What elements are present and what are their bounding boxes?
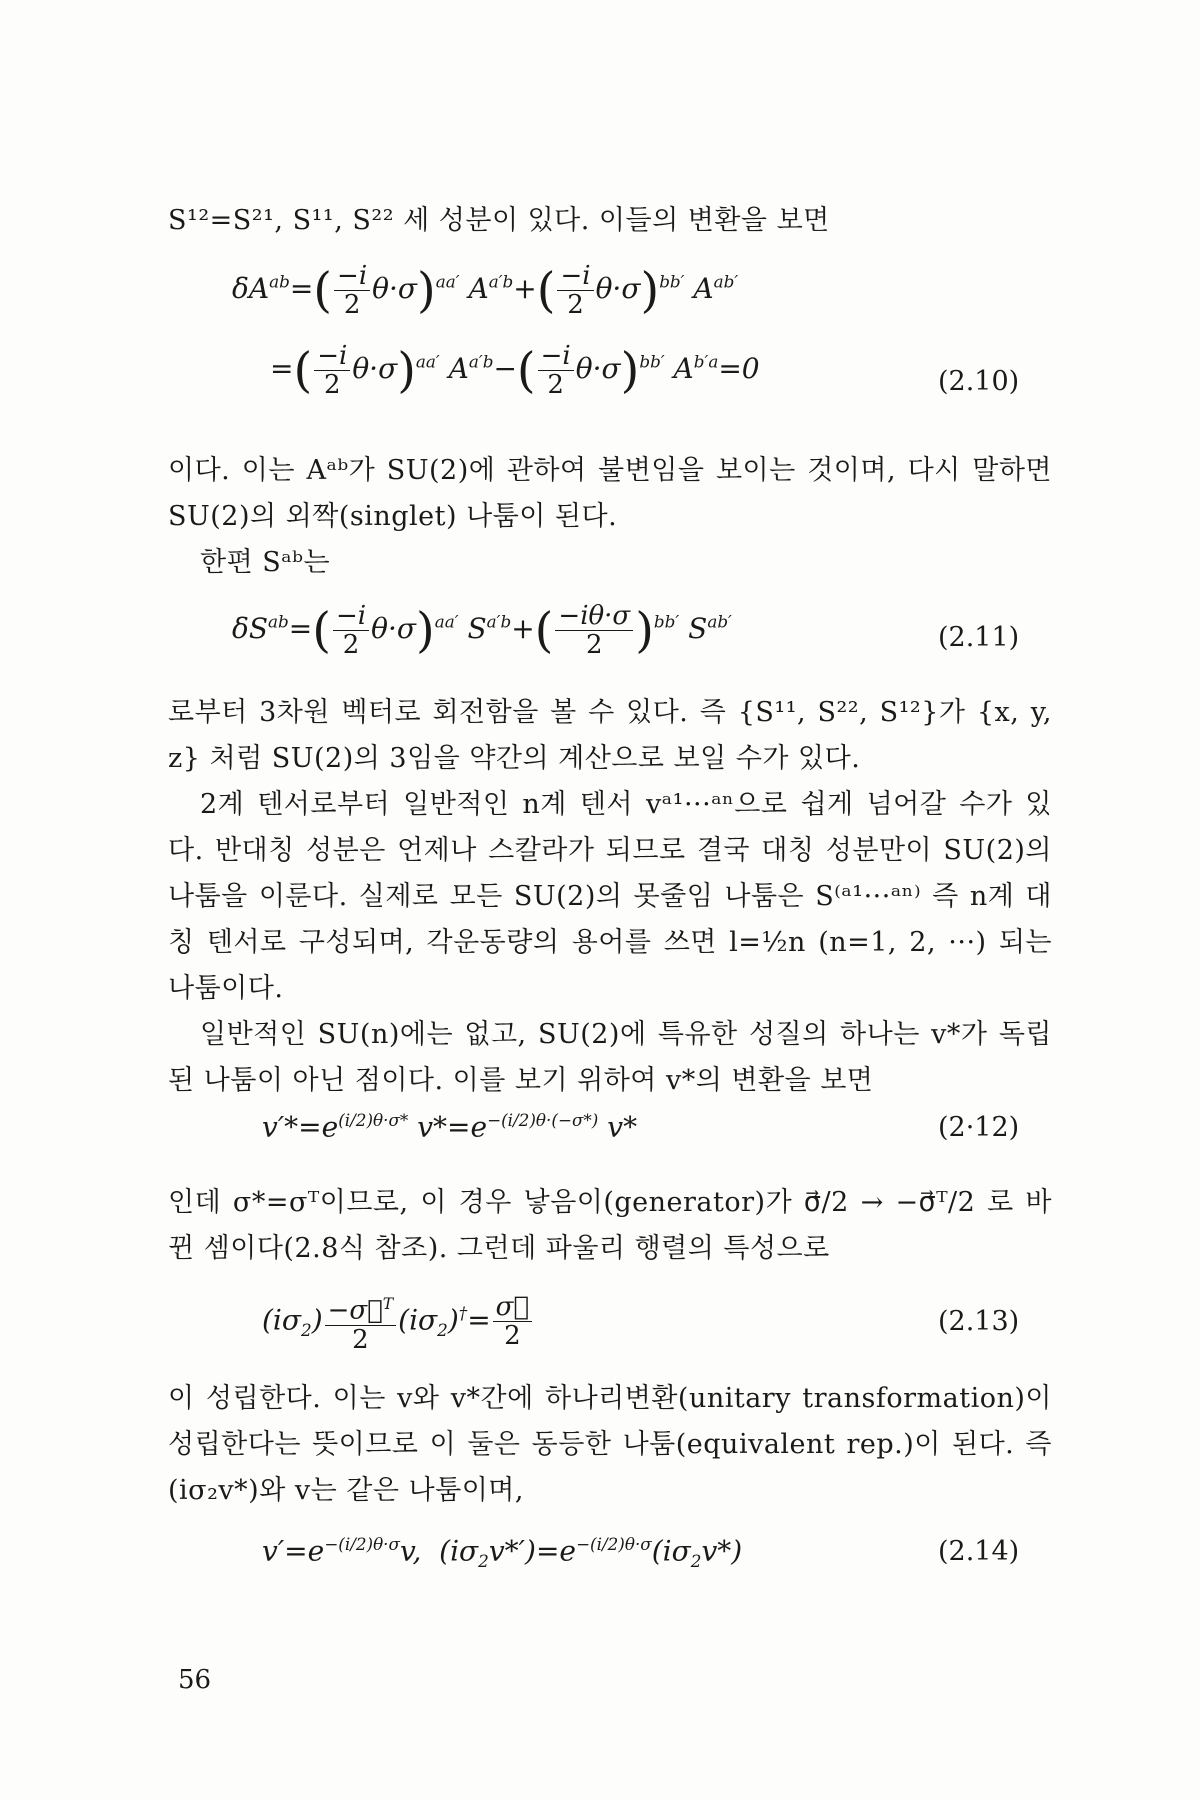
paragraph-tensor: 2계 텐서로부터 일반적인 n계 텐서 vᵃ¹···ᵃⁿ으로 쉽게 넘어갈 수가 있다. 반대칭 성분은 언제나 스칼라가 되므로 결국 대칭 성분만이 SU(2)의 나툼을 이룬다. 실제로 모든 SU(2)의 못줄임 나툼은 S⁽ᵃ¹···ᵃⁿ⁾ 즉 n계 대칭 텐서로 구성되며, 각운동량의 용어를 쓰면 l=½n (n=1, 2, ···) 되는 나툼이다. <box>168 789 1052 1004</box>
paragraph-rotation: 로부터 3차원 벡터로 회전함을 볼 수 있다. 즉 {S¹¹, S²², S¹²}가 {x, y, z} 처럼 SU(2)의 3임을 약간의 계산으로 보일 수가 있다. <box>168 697 1052 774</box>
equation-2-11: $\delta S^{ab}=$( $\frac{-i}{2}$ θ·σ)$^{aa'}$ $S^{a'b}+$( $\frac{-i\theta\cdot\sigma}{2}$ )$^{bb'}$ $S^{ab'}$ <box>232 601 732 660</box>
page-number: 56 <box>178 1665 212 1695</box>
equation-2-12: $v'*=e^{(i/2)\theta\cdot\sigma*}$ $v*=e^{-(i/2)\theta\cdot(-\sigma*)}$ v* <box>262 1110 638 1144</box>
paragraph-su2: 일반적인 SU(n)에는 없고, SU(2)에 특유한 성질의 하나는 v*가 독립된 나툼이 아닌 점이다. 이를 보기 위하여 v*의 변환을 보면 <box>168 1019 1052 1096</box>
paragraph-components: S¹²=S²¹, S¹¹, S²² 세 성분이 있다. 이들의 변환을 보면 <box>168 205 830 236</box>
equation-2-13: $(i\sigma_2)$ $\frac{-\sigma⃗^T}{2}$ $(i\sigma_2)^\dagger=$ $\frac{\sigma⃗}{2}$ <box>262 1290 534 1354</box>
equation-number: (2.14) <box>938 1536 1020 1567</box>
paragraph-generator: 인데 σ*=σᵀ이므로, 이 경우 낳음이(generator)가 σ⃗/2 → −σ⃗ᵀ/2 로 바뀐 셈이다(2.8식 참조). 그런데 파울리 행렬의 특성으로 <box>168 1187 1052 1264</box>
equation-number: (2.10) <box>938 366 1020 397</box>
equation-number: (2·12) <box>938 1112 1020 1143</box>
paragraph-unitary: 이 성립한다. 이는 v와 v*간에 하나리변환(unitary transformation)이 성립한다는 뜻이므로 이 둘은 동등한 나툼(equivalent rep.)이 된다. 즉 (iσ₂v*)와 v는 같은 나툼이며, <box>168 1383 1052 1506</box>
equation-2-14: $v'=e^{-(i/2)\theta\cdot\sigma}v$, $(i\sigma_2v*')=e^{-(i/2)\theta\cdot\sigma}(i\sigma_2v*)$ <box>262 1534 743 1571</box>
equation-number: (2.11) <box>938 622 1020 653</box>
equation-number: (2.13) <box>938 1306 1020 1337</box>
paragraph-invariance: 이다. 이는 Aᵃᵇ가 SU(2)에 관하여 불변임을 보이는 것이며, 다시 말하면 SU(2)의 외짝(singlet) 나툼이 된다. <box>168 455 1052 532</box>
equation-2-10-line1: $\delta A^{ab}=$( $\frac{-i}{2}$ θ·σ)$^{aa'}$ $A^{a'b}+$( $\frac{-i}{2}$ θ·σ)$^{bb'}$ $A^{ab'}$ <box>232 261 739 320</box>
paragraph-meanwhile: 한편 Sᵃᵇ는 <box>200 547 331 578</box>
equation-2-10-line2: =( $\frac{-i}{2}$ θ·σ)$^{aa'}$ $A^{a'b}-$( $\frac{-i}{2}$ θ·σ)$^{bb'}$ $A^{b'a}=0$ <box>270 341 760 400</box>
